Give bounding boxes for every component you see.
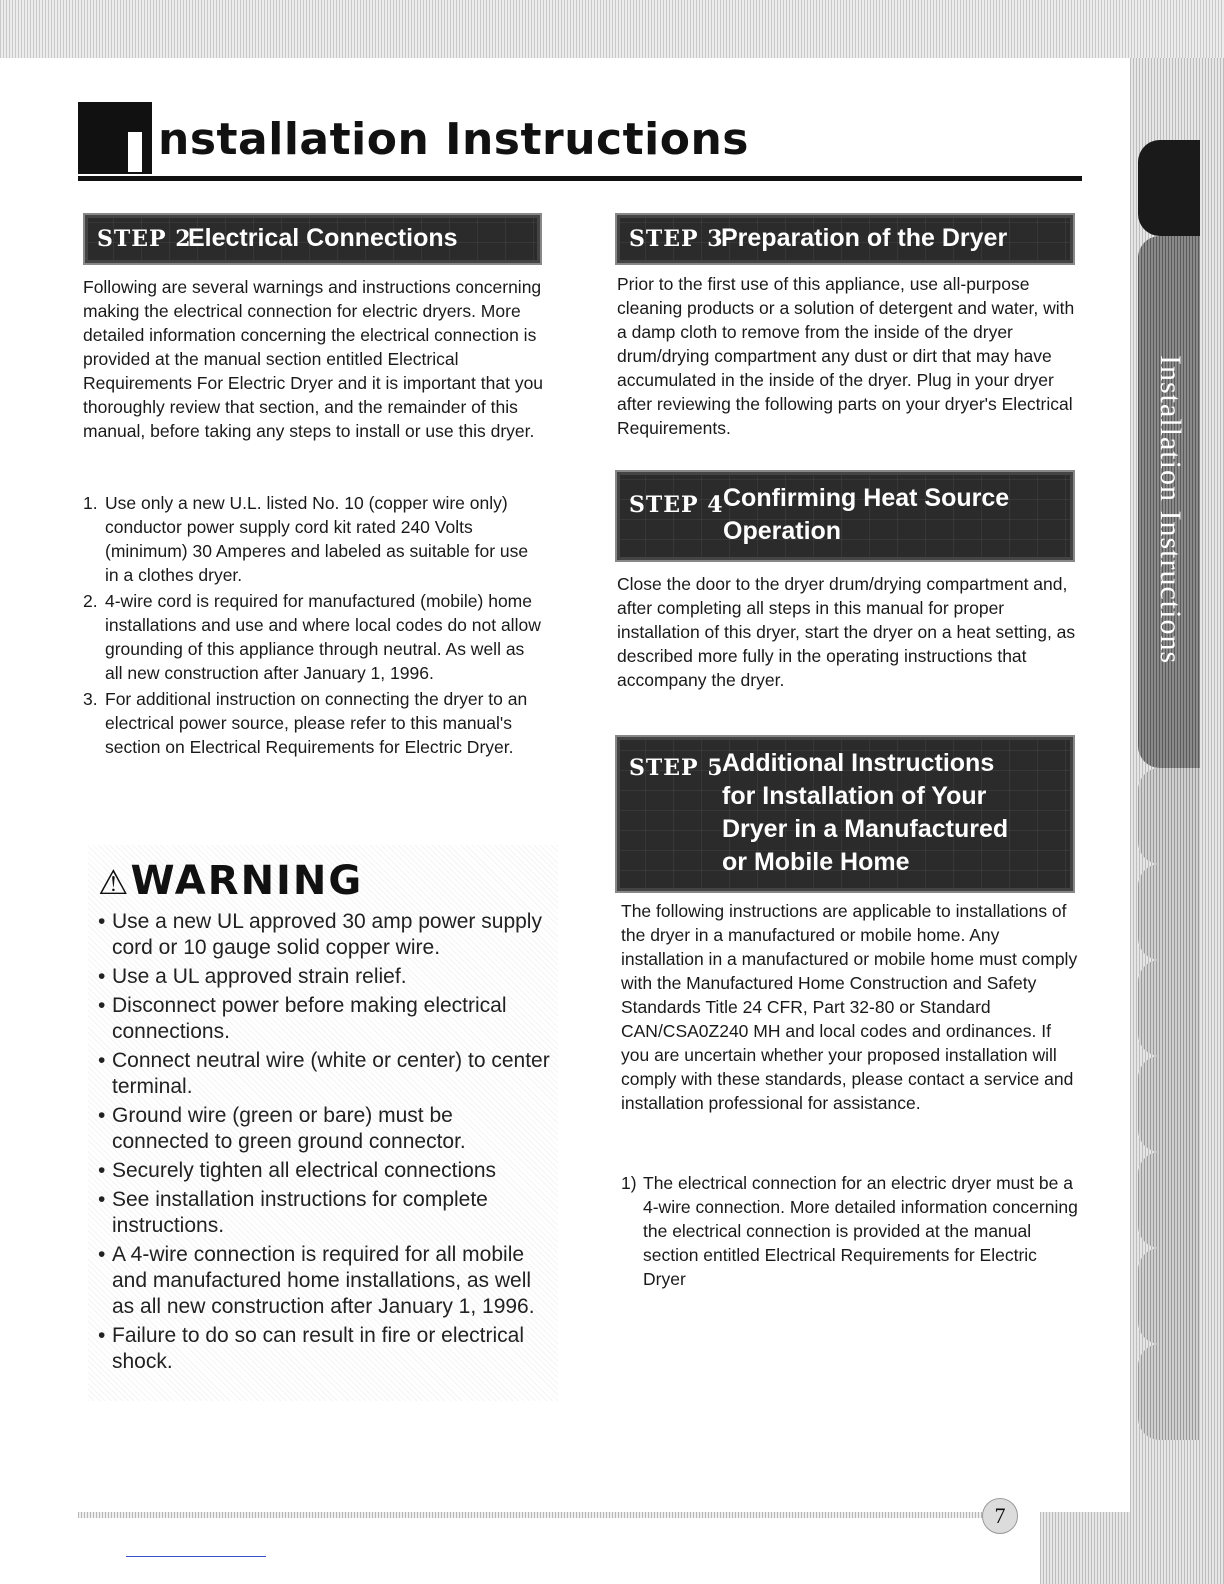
top-band bbox=[0, 0, 1224, 58]
list-item: • Use a new UL approved 30 amp power supply cord or 10 gauge solid copper wire. bbox=[98, 909, 554, 961]
step2-intro: Following are several warnings and instructions concerning making the electrical connection for electric dryers. More detailed information concerning the electrical connection is provided at the manual section entitled Electrical Requirements For Electric Dryer and it is important that you thoroughly review that section, and the remainder of this manual, before taking any steps to install or use this dryer. bbox=[83, 277, 544, 441]
title-initial-text: I bbox=[126, 108, 127, 109]
step3-banner bbox=[615, 213, 1075, 265]
warning-triangle-icon: ⚠ bbox=[98, 863, 131, 903]
list-item: • Securely tighten all electrical connections bbox=[98, 1158, 554, 1184]
list-item: 1) The electrical connection for an electric dryer must be a 4-wire connection. More detailed information concerning the electrical connection is provided at the manual section entitled Electrical Requirements for Electric Dryer bbox=[621, 1173, 1078, 1289]
list-item: • Use a UL approved strain relief. bbox=[98, 964, 554, 990]
step4-body: Close the door to the dryer drum/drying compartment and, after completing all steps in this manual for proper installation of this dryer, start the dryer on a heat setting, as described more fully in the operating instructions that accompany the dryer. bbox=[617, 574, 1076, 690]
step2-list bbox=[83, 491, 545, 761]
step4-banner bbox=[615, 470, 1075, 562]
side-tab-1[interactable] bbox=[1138, 140, 1200, 236]
side-tab-5[interactable] bbox=[1138, 960, 1200, 1056]
page-number: 7 bbox=[982, 1498, 1018, 1534]
step4-title-line2: Operation bbox=[723, 517, 842, 545]
step5-title-line4: or Mobile Home bbox=[722, 848, 910, 876]
list-item: • Failure to do so can result in fire or electrical shock. bbox=[98, 1323, 554, 1375]
warning-list bbox=[98, 909, 554, 1378]
list-item: 3. For additional instruction on connecting the dryer to an electrical power source, please refer to this manual's section on Electrical Requirements for Electric Dryer. bbox=[83, 689, 528, 757]
list-item: • A 4-wire connection is required for all mobile and manufactured home installations, as well as all new construction after January 1, 1996. bbox=[98, 1242, 554, 1320]
page-title-text: nstallation Instructions bbox=[158, 114, 749, 165]
step4-title-line1: Confirming Heat Source bbox=[723, 484, 1010, 512]
side-tab-3[interactable] bbox=[1138, 768, 1200, 864]
step3-label: STEP 3 bbox=[629, 226, 724, 252]
step5-title-line1: Additional Instructions bbox=[722, 749, 995, 777]
side-tab-6[interactable] bbox=[1138, 1056, 1200, 1152]
bottom-rule bbox=[78, 1512, 988, 1518]
step5-body: The following instructions are applicable to installations of the dryer in a manufactured or mobile home. Any installation in a manufactured or mobile home must comply with the Manufactured Home Construction and Safety Standards Title 24 CFR, Part 32-80 or Standard CAN/CSA0Z240 MH and local codes and ordinances. If you are uncertain whether your proposed installation will comply with these standards, please contact a service and installation professional for assistance. bbox=[621, 901, 1078, 1113]
bottom-corner-band bbox=[1040, 1512, 1224, 1584]
warning-title: ⚠WARNING bbox=[98, 858, 364, 904]
side-tab-8[interactable] bbox=[1138, 1248, 1200, 1344]
step5-title-line3: Dryer in a Manufactured bbox=[722, 815, 1009, 843]
step5-title-line2: for Installation of Your bbox=[722, 782, 987, 810]
step3-title: Preparation of the Dryer bbox=[721, 224, 1008, 252]
step2-label: STEP 2 bbox=[97, 226, 192, 252]
page-title bbox=[78, 102, 1082, 181]
step2-title: Electrical Connections bbox=[188, 224, 458, 252]
side-tab-9[interactable] bbox=[1138, 1344, 1200, 1440]
step4-label: STEP 4 bbox=[629, 492, 724, 518]
side-tab-title bbox=[1140, 240, 1200, 780]
step3-body: Prior to the first use of this appliance, use all-purpose cleaning products or a solution of detergent and water, with a damp cloth to remove from the inside of the dryer drum/drying compartment any dust or dirt that may have accumulated in the inside of the dryer. Plug in your dryer after reviewing the following parts on your dryer's Electrical Requirements. bbox=[617, 274, 1075, 438]
step2-banner bbox=[83, 213, 542, 265]
list-item: • Connect neutral wire (white or center) to center terminal. bbox=[98, 1048, 554, 1100]
side-tab-7[interactable] bbox=[1138, 1152, 1200, 1248]
step5-banner bbox=[615, 735, 1075, 893]
side-tab-4[interactable] bbox=[1138, 864, 1200, 960]
list-item: 2. 4-wire cord is required for manufactured (mobile) home installations and use and where local codes do not allow grounding of this appliance through neutral. As well as all new construction after January 1, 1996. bbox=[83, 591, 541, 683]
step5-list bbox=[621, 1171, 1079, 1293]
list-item: • Disconnect power before making electrical connections. bbox=[98, 993, 554, 1045]
list-item: 1. Use only a new U.L. listed No. 10 (copper wire only) conductor power supply cord kit rated 240 Volts (minimum) 30 Amperes and labeled as suitable for use in a clothes dryer. bbox=[83, 493, 529, 585]
list-item: • See installation instructions for complete instructions. bbox=[98, 1187, 554, 1239]
footer-line bbox=[126, 1556, 266, 1557]
step5-label: STEP 5 bbox=[629, 755, 724, 781]
title-initial-block bbox=[78, 102, 152, 174]
list-item: • Ground wire (green or bare) must be connected to green ground connector. bbox=[98, 1103, 554, 1155]
side-tab-label: Installation Instructions bbox=[1154, 355, 1187, 665]
